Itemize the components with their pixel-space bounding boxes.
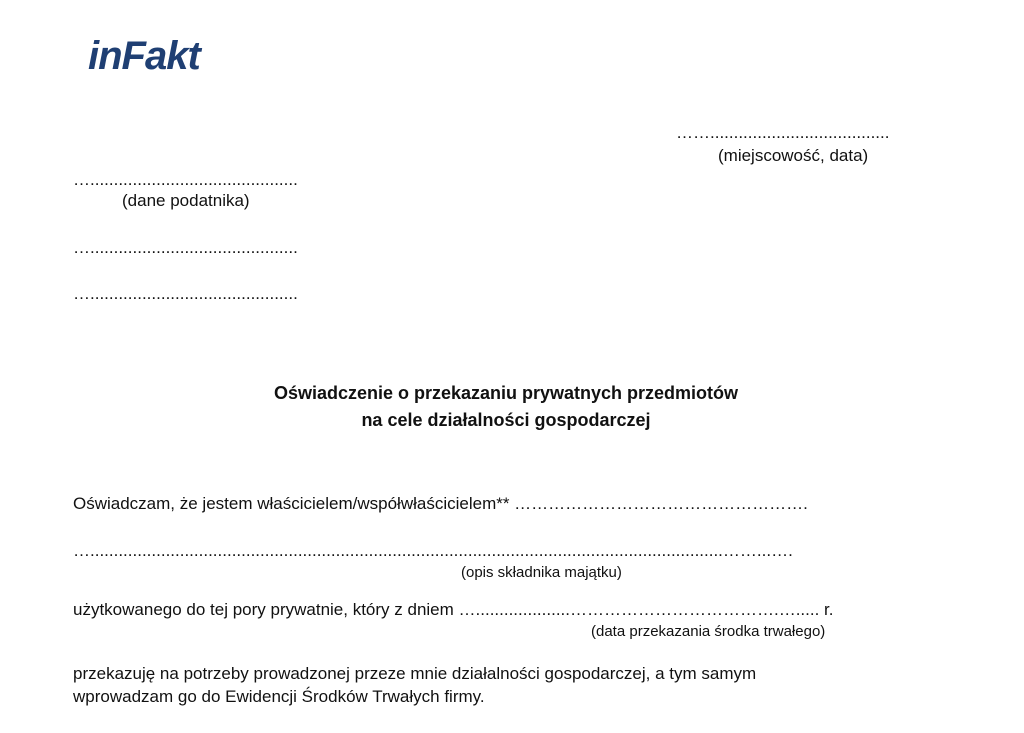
taxpayer-line-3: …............................................: [73, 284, 298, 303]
place-date-dots: ……......................................: [676, 123, 890, 142]
declaration-line: Oświadczam, że jestem właścicielem/współwłaścicielem** …………………………………………….: [73, 494, 808, 513]
place-date-caption: (miejscowość, data): [718, 146, 869, 165]
transfer-statement-line-2: wprowadzam go do Ewidencji Środków Trwałych firmy.: [73, 687, 485, 706]
taxpayer-line-2: …............................................: [73, 238, 298, 257]
infakt-logo: inFakt: [88, 34, 200, 78]
taxpayer-line-1: …............................................: [73, 170, 298, 189]
usage-date-line: użytkowanego do tej pory prywatnie, który z dniem …....................……………………………….…..... r.: [73, 600, 834, 619]
transfer-date-caption: (data przekazania środka trwałego): [591, 623, 826, 640]
statement-title-line-1: Oświadczenie o przekazaniu prywatnych przedmiotów: [273, 383, 739, 403]
transfer-statement-line-1: przekazuję na potrzeby prowadzonej przeze mnie działalności gospodarczej, a tym samym: [73, 664, 757, 683]
asset-description-caption: (opis składnika majątku): [461, 564, 622, 581]
statement-title-line-2: na cele działalności gospodarczej: [361, 410, 651, 430]
taxpayer-caption: (dane podatnika): [122, 191, 250, 210]
asset-description-line: …......................................................................................................................................……...….: [73, 541, 793, 560]
